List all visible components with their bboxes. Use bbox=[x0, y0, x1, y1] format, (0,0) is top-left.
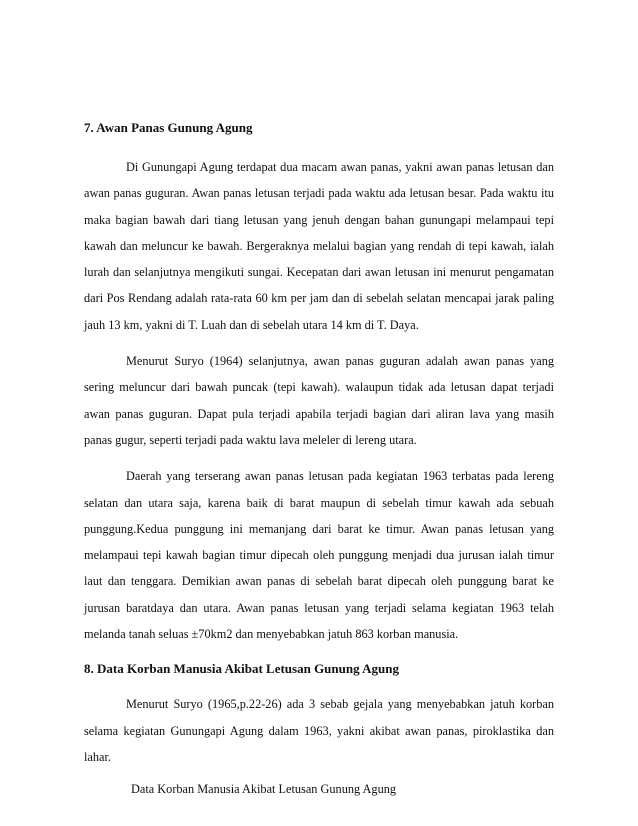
section-7-paragraph-2: Menurut Suryo (1964) selanjutnya, awan panas guguran adalah awan panas yang sering meluncur dari bawah puncak (tepi kawah). walaupun tidak ada letusan dapat terjadi awan panas guguran. Dapat pula terjadi apabila terjadi bagian dari aliran lava yang masih panas gugur, seperti terjadi pada waktu lava meleler di lereng utara. bbox=[84, 354, 554, 447]
section-7-paragraph-3: Daerah yang terserang awan panas letusan pada kegiatan 1963 terbatas pada lereng selatan dan utara saja, karena baik di barat maupun di sebelah timur kawah ada sebuah punggung.Kedua punggung ini memanjang dari barat ke timur. Awan panas letusan yang melampaui tepi kawah bagian timur dipecah oleh punggung menjadi dua jurusan ialah timur laut dan tenggara. Demikian awan panas di sebelah barat dipecah oleh punggung barat ke jurusan baratdaya dan utara. Awan panas letusan yang terjadi selama kegiatan 1963 telah melanda tanah seluas ±70km2 dan menyebabkan jatuh 863 korban manusia. bbox=[84, 469, 554, 642]
section-7-paragraph-1: Di Gunungapi Agung terdapat dua macam awan panas, yakni awan panas letusan dan awan panas guguran. Awan panas letusan terjadi pada waktu ada letusan besar. Pada waktu itu maka bagian bawah dari tiang letusan yang jenuh dengan bahan gunungapi melampaui tepi kawah dan meluncur ke bawah. Bergeraknya melalui bagian yang rendah di tepi kawah, ialah lurah dan selanjutnya mengikuti sungai. Kecepatan dari awan letusan ini menurut pengamatan dari Pos Rendang adalah rata-rata 60 km per jam dan di sebelah selatan mencapai jarak paling jauh 13 km, yakni di T. Luah dan di sebelah utara 14 km di T. Daya. bbox=[84, 160, 554, 332]
section-7-heading: 7. Awan Panas Gunung Agung bbox=[84, 120, 253, 135]
table-caption: Data Korban Manusia Akibat Letusan Gunung Agung bbox=[131, 782, 397, 797]
document-body bbox=[84, 120, 554, 798]
section-8-paragraph-1: Menurut Suryo (1965,p.22-26) ada 3 sebab gejala yang menyebabkan jatuh korban selama kegiatan Gunungapi Agung dalam 1963, yakni akibat awan panas, piroklastika dan lahar. bbox=[84, 697, 554, 764]
section-8-heading: 8. Data Korban Manusia Akibat Letusan Gunung Agung bbox=[84, 661, 399, 677]
